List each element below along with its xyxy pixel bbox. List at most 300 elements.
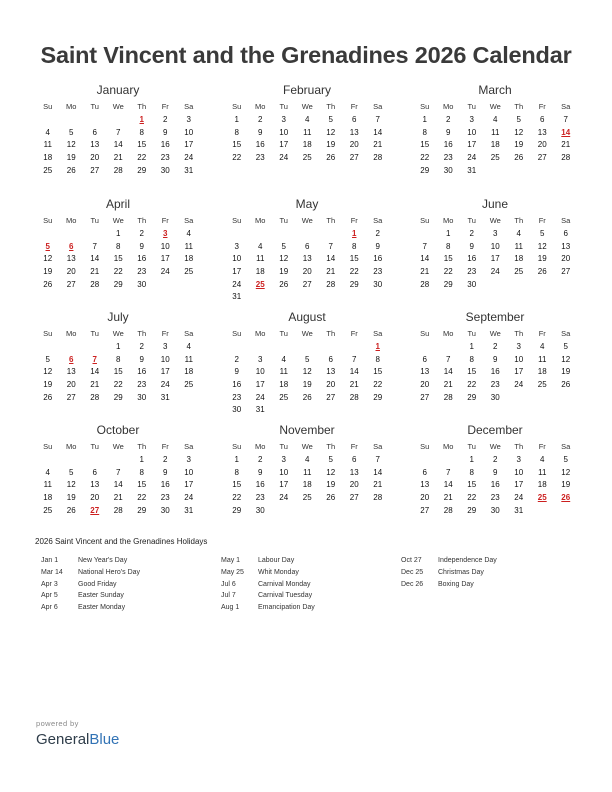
day-cell: 30 — [467, 279, 477, 289]
day-cell: 26 — [43, 279, 53, 289]
day-cell: 2 — [258, 455, 263, 464]
day-cell: 16 — [490, 480, 500, 490]
empty-cell — [484, 279, 508, 292]
holiday-name: Carnival Tuesday — [258, 592, 313, 600]
day-cell: 14 — [373, 127, 383, 137]
day-cell: 20 — [90, 493, 100, 503]
day-cell: 12 — [514, 127, 524, 137]
day-cell: 26 — [326, 153, 336, 163]
empty-cell — [413, 228, 437, 241]
day-cell: 3 — [281, 455, 286, 464]
week-row — [413, 253, 577, 266]
week-row — [225, 454, 389, 467]
day-cell: 23 — [467, 267, 477, 277]
weekday-header: We — [489, 442, 501, 451]
day-cell: 30 — [232, 405, 242, 415]
day-cell: 11 — [184, 241, 193, 251]
empty-cell — [36, 114, 60, 127]
week-row — [225, 379, 389, 392]
holiday-name: New Year's Day — [78, 557, 128, 564]
empty-cell — [484, 165, 508, 178]
empty-cell — [249, 291, 273, 304]
day-cell: 22 — [232, 153, 242, 163]
day-cell: 5 — [516, 115, 521, 124]
day-cell: 26 — [66, 165, 76, 175]
week-row — [225, 279, 389, 292]
weekday-header: Th — [514, 102, 524, 111]
day-cell: 22 — [137, 493, 147, 503]
day-cell: 8 — [375, 354, 380, 364]
day-cell: 1 — [234, 455, 239, 464]
holiday-day: 1 — [139, 115, 144, 124]
day-cell: 7 — [328, 241, 333, 251]
weekday-header: Sa — [373, 442, 383, 451]
holiday-date: May 25 — [221, 568, 244, 576]
week-row — [36, 454, 200, 467]
week-row — [225, 341, 389, 354]
empty-cell — [83, 228, 107, 241]
week-row — [225, 479, 389, 492]
day-cell: 5 — [305, 354, 310, 364]
day-cell: 6 — [563, 229, 568, 238]
day-cell: 22 — [467, 380, 477, 390]
holiday-day: 5 — [45, 241, 50, 251]
weekday-header: Tu — [279, 102, 288, 111]
empty-cell — [296, 228, 320, 241]
day-cell: 24 — [184, 493, 194, 503]
day-cell: 12 — [537, 241, 547, 251]
day-cell: 10 — [467, 127, 477, 137]
day-cell: 19 — [561, 480, 571, 490]
day-cell: 27 — [66, 392, 76, 402]
day-cell: 29 — [420, 165, 430, 175]
day-cell: 10 — [184, 467, 194, 477]
day-cell: 14 — [420, 254, 430, 264]
day-cell: 13 — [420, 480, 430, 490]
week-row — [36, 479, 200, 492]
day-cell: 19 — [302, 380, 312, 390]
day-cell: 10 — [514, 354, 524, 364]
holiday-name: Easter Monday — [78, 604, 126, 612]
holiday-column — [35, 557, 140, 616]
day-cell: 3 — [281, 115, 286, 124]
holiday-name: Independence Day — [438, 557, 497, 564]
day-cell: 24 — [490, 267, 500, 277]
day-cell: 20 — [66, 267, 76, 277]
day-cell: 2 — [375, 229, 380, 238]
week-row — [36, 505, 200, 518]
week-row — [413, 392, 577, 405]
day-cell: 7 — [116, 127, 121, 137]
day-cell: 18 — [43, 153, 53, 163]
day-cell: 2 — [234, 354, 239, 364]
day-cell: 19 — [514, 140, 524, 150]
day-cell: 28 — [90, 279, 100, 289]
day-cell: 9 — [139, 241, 144, 251]
weekday-header: We — [112, 442, 124, 451]
day-cell: 3 — [186, 455, 191, 464]
day-cell: 3 — [258, 354, 263, 364]
day-cell: 1 — [422, 115, 427, 124]
day-cell: 27 — [349, 153, 359, 163]
weekday-header: Sa — [184, 102, 194, 111]
empty-cell — [319, 404, 343, 417]
holiday-day: 6 — [69, 241, 74, 251]
day-cell: 4 — [186, 342, 191, 351]
empty-cell — [83, 114, 107, 127]
day-cell: 9 — [139, 354, 144, 364]
week-row — [36, 127, 200, 140]
weekday-header: Tu — [467, 329, 476, 338]
day-cell: 27 — [420, 392, 430, 402]
day-cell: 12 — [66, 480, 76, 490]
month-name: September — [465, 310, 525, 324]
weekday-header: Tu — [279, 329, 288, 338]
day-cell: 28 — [90, 392, 100, 402]
holidays-heading: 2026 Saint Vincent and the Grenadines Holidays — [35, 537, 208, 546]
day-cell: 14 — [326, 254, 336, 264]
week-row — [413, 467, 577, 480]
day-cell: 21 — [349, 380, 359, 390]
day-cell: 5 — [540, 229, 545, 238]
day-cell: 24 — [255, 392, 265, 402]
weekday-header: Th — [326, 442, 336, 451]
day-cell: 18 — [490, 140, 500, 150]
day-cell: 22 — [443, 267, 453, 277]
holiday-item — [215, 581, 315, 593]
day-cell: 18 — [537, 367, 547, 377]
holiday-item — [35, 604, 140, 616]
weekday-header: Mo — [66, 442, 77, 451]
empty-cell — [177, 392, 201, 405]
day-cell: 14 — [113, 140, 123, 150]
empty-cell — [36, 341, 60, 354]
weekday-header: Tu — [90, 102, 99, 111]
day-cell: 3 — [469, 115, 474, 124]
weekday-header: Fr — [350, 102, 358, 111]
day-cell: 4 — [305, 115, 310, 124]
day-cell: 21 — [113, 493, 123, 503]
day-cell: 9 — [258, 127, 263, 137]
month-name: December — [467, 423, 523, 437]
month-name: March — [478, 83, 512, 97]
day-cell: 16 — [137, 254, 147, 264]
week-row — [225, 253, 389, 266]
holiday-name: Whit Monday — [258, 568, 299, 576]
week-row — [413, 241, 577, 254]
month-july — [36, 309, 200, 404]
day-cell: 1 — [116, 229, 121, 238]
empty-cell — [531, 505, 555, 518]
holiday-name: Boxing Day — [438, 580, 474, 588]
week-row — [413, 127, 577, 140]
day-cell: 13 — [420, 367, 430, 377]
month-january — [36, 82, 200, 177]
day-cell: 10 — [184, 127, 194, 137]
day-cell: 31 — [255, 405, 265, 415]
weekday-header: Tu — [279, 442, 288, 451]
day-cell: 24 — [160, 267, 170, 277]
weekday-header: Mo — [66, 102, 77, 111]
holiday-item — [35, 592, 140, 604]
weekday-header: Th — [326, 329, 336, 338]
day-cell: 20 — [326, 380, 336, 390]
day-cell: 14 — [113, 480, 123, 490]
day-cell: 26 — [561, 380, 571, 390]
day-cell: 16 — [232, 380, 242, 390]
day-cell: 11 — [43, 480, 52, 490]
day-cell: 22 — [137, 153, 147, 163]
empty-cell — [343, 291, 367, 304]
weekday-header: Fr — [538, 102, 546, 111]
day-cell: 18 — [184, 367, 194, 377]
week-row — [225, 492, 389, 505]
empty-cell — [272, 228, 296, 241]
day-cell: 1 — [446, 229, 451, 238]
weekday-header: Fr — [350, 442, 358, 451]
empty-cell — [413, 454, 437, 467]
day-cell: 23 — [443, 153, 453, 163]
day-cell: 25 — [279, 392, 289, 402]
logo-part-general: General — [36, 731, 90, 748]
day-cell: 27 — [66, 279, 76, 289]
month-name: January — [96, 83, 140, 97]
day-cell: 19 — [66, 153, 76, 163]
weekday-header: Th — [137, 329, 147, 338]
day-cell: 21 — [443, 493, 453, 503]
weekday-header: Fr — [161, 442, 169, 451]
empty-cell — [154, 279, 178, 292]
day-cell: 30 — [137, 279, 147, 289]
day-cell: 29 — [113, 279, 123, 289]
empty-cell — [272, 404, 296, 417]
empty-cell — [319, 291, 343, 304]
day-cell: 5 — [328, 455, 333, 464]
day-cell: 11 — [43, 140, 52, 150]
day-cell: 3 — [234, 241, 239, 251]
day-cell: 19 — [537, 254, 547, 264]
weekday-header: Th — [514, 442, 524, 451]
empty-cell — [272, 505, 296, 518]
day-cell: 7 — [563, 115, 568, 124]
weekday-header: Th — [326, 216, 336, 225]
day-cell: 12 — [326, 467, 336, 477]
empty-cell — [319, 228, 343, 241]
week-row — [36, 467, 200, 480]
day-cell: 24 — [160, 380, 170, 390]
week-row — [413, 165, 577, 178]
month-name: June — [481, 197, 509, 211]
day-cell: 9 — [493, 467, 498, 477]
empty-cell — [437, 454, 461, 467]
day-cell: 1 — [234, 115, 239, 124]
day-cell: 25 — [43, 505, 53, 515]
day-cell: 21 — [90, 267, 100, 277]
day-cell: 30 — [160, 505, 170, 515]
week-row — [36, 241, 200, 254]
day-cell: 25 — [184, 267, 194, 277]
empty-cell — [272, 341, 296, 354]
empty-cell — [83, 454, 107, 467]
month-name: April — [105, 197, 130, 211]
day-cell: 6 — [352, 455, 357, 464]
holiday-date: Apr 6 — [41, 604, 58, 612]
day-cell: 14 — [443, 480, 453, 490]
day-cell: 18 — [255, 267, 265, 277]
day-cell: 19 — [43, 267, 53, 277]
weekday-header: Fr — [538, 216, 546, 225]
day-cell: 2 — [163, 455, 168, 464]
day-cell: 2 — [258, 115, 263, 124]
weekday-header: Sa — [561, 442, 571, 451]
day-cell: 5 — [563, 342, 568, 351]
empty-cell — [225, 228, 249, 241]
empty-cell — [531, 165, 555, 178]
day-cell: 21 — [443, 380, 453, 390]
empty-cell — [554, 279, 578, 292]
day-cell: 29 — [232, 505, 242, 515]
empty-cell — [107, 454, 131, 467]
weekday-header: Sa — [561, 329, 571, 338]
empty-cell — [36, 228, 60, 241]
day-cell: 31 — [467, 165, 477, 175]
day-cell: 16 — [443, 140, 453, 150]
week-row — [36, 354, 200, 367]
day-cell: 15 — [232, 140, 242, 150]
weekday-header: Mo — [255, 442, 266, 451]
empty-cell — [225, 341, 249, 354]
month-august — [225, 309, 389, 417]
weekday-header: Fr — [538, 329, 546, 338]
day-cell: 20 — [302, 267, 312, 277]
week-row — [413, 505, 577, 518]
day-cell: 23 — [160, 493, 170, 503]
day-cell: 23 — [137, 267, 147, 277]
day-cell: 12 — [561, 467, 571, 477]
day-cell: 2 — [493, 455, 498, 464]
day-cell: 4 — [540, 455, 545, 464]
day-cell: 28 — [561, 153, 571, 163]
empty-cell — [507, 392, 531, 405]
month-may — [225, 196, 389, 304]
day-cell: 17 — [255, 380, 265, 390]
day-cell: 17 — [467, 140, 477, 150]
day-cell: 10 — [232, 254, 242, 264]
holiday-day: 3 — [163, 229, 168, 238]
holiday-column — [215, 557, 315, 616]
day-cell: 30 — [490, 505, 500, 515]
empty-cell — [366, 291, 390, 304]
day-cell: 29 — [349, 279, 359, 289]
day-cell: 2 — [493, 342, 498, 351]
day-cell: 19 — [561, 367, 571, 377]
day-cell: 22 — [232, 493, 242, 503]
day-cell: 9 — [163, 127, 168, 137]
weekday-header: Fr — [538, 442, 546, 451]
week-row — [225, 139, 389, 152]
day-cell: 14 — [90, 254, 100, 264]
empty-cell — [319, 505, 343, 518]
day-cell: 26 — [43, 392, 53, 402]
weekday-header: We — [489, 216, 501, 225]
day-cell: 28 — [373, 493, 383, 503]
day-cell: 23 — [160, 153, 170, 163]
day-cell: 20 — [420, 380, 430, 390]
weekday-header: We — [489, 329, 501, 338]
day-cell: 28 — [373, 153, 383, 163]
day-cell: 12 — [279, 254, 289, 264]
generalblue-logo[interactable] — [36, 731, 119, 748]
week-row — [225, 127, 389, 140]
day-cell: 18 — [279, 380, 289, 390]
day-cell: 15 — [467, 480, 477, 490]
logo-part-blue: Blue — [89, 731, 120, 748]
empty-cell — [343, 505, 367, 518]
empty-cell — [60, 228, 84, 241]
week-row — [225, 366, 389, 379]
day-cell: 22 — [467, 493, 477, 503]
day-cell: 28 — [443, 505, 453, 515]
weekday-header-row — [36, 440, 200, 454]
weekday-header: Fr — [350, 329, 358, 338]
page-title: Saint Vincent and the Grenadines 2026 Calendar — [40, 42, 572, 68]
holiday-date: Oct 27 — [401, 557, 422, 564]
day-cell: 16 — [137, 367, 147, 377]
day-cell: 17 — [232, 267, 242, 277]
week-row — [225, 114, 389, 127]
day-cell: 19 — [326, 480, 336, 490]
day-cell: 15 — [137, 140, 147, 150]
weekday-header: Mo — [66, 216, 77, 225]
week-row — [225, 291, 389, 304]
week-row — [36, 392, 200, 405]
week-row — [225, 152, 389, 165]
week-row — [36, 341, 200, 354]
weekday-header: Tu — [467, 102, 476, 111]
day-cell: 12 — [43, 367, 53, 377]
week-row — [413, 266, 577, 279]
day-cell: 10 — [279, 467, 289, 477]
weekday-header: Fr — [161, 102, 169, 111]
day-cell: 21 — [561, 140, 571, 150]
day-cell: 16 — [255, 480, 265, 490]
day-cell: 7 — [92, 241, 97, 251]
day-cell: 31 — [184, 505, 194, 515]
day-cell: 19 — [66, 493, 76, 503]
powered-by-text: powered by — [36, 719, 79, 728]
day-cell: 27 — [420, 505, 430, 515]
holiday-item — [215, 557, 315, 569]
brand-footer — [36, 719, 119, 748]
day-cell: 24 — [279, 153, 289, 163]
day-cell: 16 — [160, 480, 170, 490]
weekday-header: Mo — [443, 102, 454, 111]
week-row — [413, 479, 577, 492]
day-cell: 20 — [537, 140, 547, 150]
month-name: November — [279, 423, 335, 437]
holiday-name: Emancipation Day — [258, 604, 315, 612]
weekday-header: Su — [232, 329, 242, 338]
day-cell: 15 — [420, 140, 430, 150]
day-cell: 6 — [540, 115, 545, 124]
holiday-day: 1 — [352, 229, 357, 238]
holiday-item — [215, 592, 315, 604]
weekday-header: Tu — [90, 329, 99, 338]
day-cell: 17 — [160, 254, 170, 264]
day-cell: 15 — [443, 254, 453, 264]
day-cell: 30 — [160, 165, 170, 175]
day-cell: 7 — [375, 115, 380, 124]
